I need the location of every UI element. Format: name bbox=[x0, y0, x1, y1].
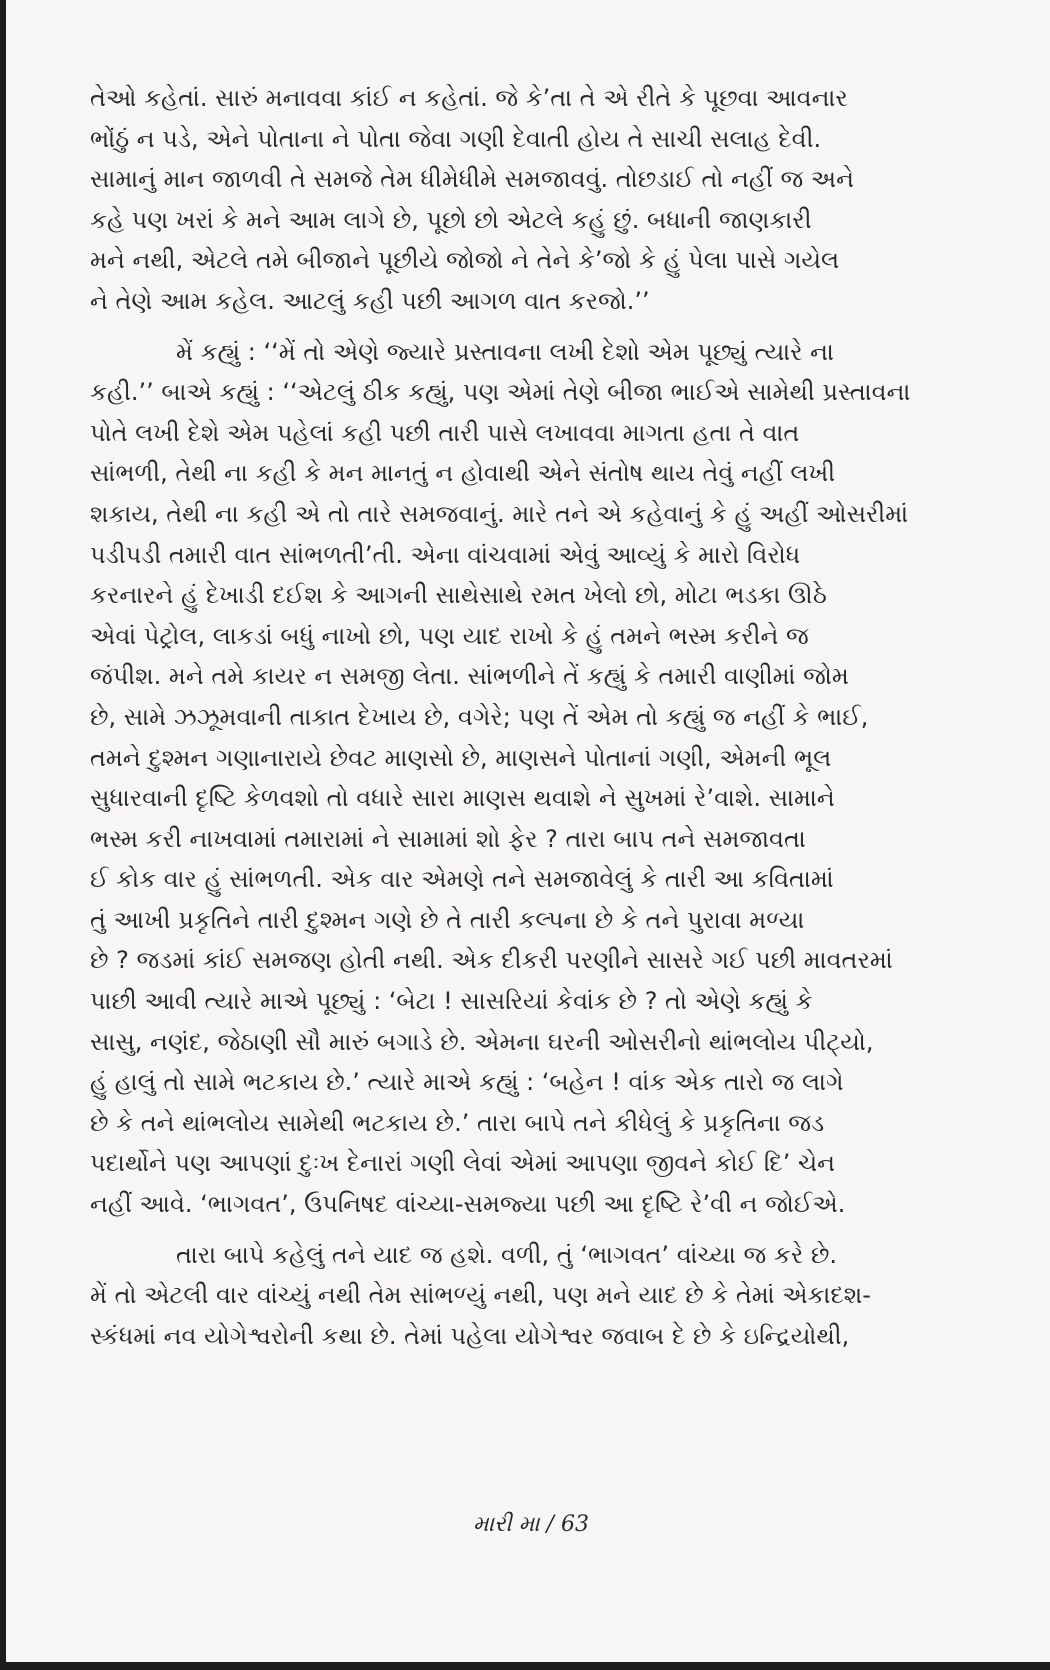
text-line: મને નથી, એટલે તમે બીજાને પૂછીયે જોજો ને તેને કે’જો કે હું પેલા પાસે ગયેલ bbox=[90, 246, 840, 275]
text-line: ને તેણે આમ કહેલ. આટલું કહી પછી આગળ વાત કરજો.’’ bbox=[90, 286, 650, 315]
text-line: કહી.’’ બાએ કહ્યું : ‘‘એટલું ઠીક કહ્યું, પણ એમાં તેણે બીજા ભાઈએ સામેથી પ્રસ્તાવના bbox=[90, 378, 911, 407]
text-line: નહીં આવે. ‘ભાગવત’, ઉપનિષદ વાંચ્યા-સમજ્યા પછી આ દૃષ્ટિ રે’વી ન જોઈએ. bbox=[90, 1190, 846, 1219]
text-line: હું હાલું તો સામે ભટકાય છે.’ ત્યારે માએ કહ્યું : ‘બહેન ! વાંક એક તારો જ લાગે bbox=[90, 1068, 844, 1097]
text-line: ઈ કોક વાર હું સાંભળતી. એક વાર એમણે તને સમજાવેલું કે તારી આ કવિતામાં bbox=[90, 865, 834, 894]
text-line: છે ? જડમાં કાંઈ સમજણ હોતી નથી. એક દીકરી પરણીને સાસરે ગઈ પછી માવતરમાં bbox=[90, 946, 893, 975]
body-text bbox=[90, 78, 926, 1356]
text-line: ભોંઠું ન પડે, એને પોતાના ને પોતા જેવા ગણી દેવાતી હોય તે સાચી સલાહ દેવી. bbox=[90, 124, 822, 153]
text-line: પદાર્થોને પણ આપણાં દુઃખ દેનારાં ગણી લેવાં એમાં આપણા જીવને કોઈ દિ’ ચેન bbox=[90, 1149, 836, 1178]
paragraph bbox=[90, 1235, 926, 1357]
text-line: તેઓ કહેતાં. સારું મનાવવા કાંઈ ન કહેતાં. જે કે’તા તે એ રીતે કે પૂછવા આવનાર bbox=[90, 84, 848, 112]
text-line: પડીપડી તમારી વાત સાંભળતી’તી. એના વાંચવામાં એવું આવ્યું કે મારો વિરોધ bbox=[90, 540, 801, 569]
text-line: તું આખી પ્રકૃતિને તારી દુશ્મન ગણે છે તે તારી કલ્પના છે કે તને પુરાવા મળ્યા bbox=[90, 905, 805, 934]
paragraph bbox=[90, 332, 926, 1225]
text-line: એવાં પેટ્રોલ, લાકડાં બધું નાખો છો, પણ યાદ રાખો કે હું તમને ભસ્મ કરીને જ bbox=[90, 621, 809, 650]
text-line: કરનારને હું દેખાડી દઈશ કે આગની સાથેસાથે રમત ખેલો છો, મોટા ભડકા ઊઠે bbox=[90, 581, 827, 610]
paragraph-gap bbox=[90, 322, 926, 332]
text-line: સાંભળી, તેથી ના કહી કે મન માનતું ન હોવાથી એને સંતોષ થાય તેવું નહીં લખી bbox=[90, 459, 836, 488]
text-line: સામાનું માન જાળવી તે સમજે તેમ ધીમેધીમે સમજાવવું. તોછડાઈ તો નહીં જ અને bbox=[90, 165, 854, 194]
text-line: શકાય, તેથી ના કહી એ તો તારે સમજવાનું. મારે તને એ કહેવાનું કે હું અહીં ઓસરીમાં bbox=[90, 499, 909, 528]
page-footer: મારી મા / 63 bbox=[473, 1512, 589, 1537]
text-line: પાછી આવી ત્યારે માએ પૂછ્યું : ‘બેટા ! સાસરિયાં કેવાંક છે ? તો એણે કહ્યું કે bbox=[90, 987, 813, 1016]
text-line: છે કે તને થાંભલોય સામેથી ભટકાય છે.’ તારા બાપે તને કીધેલું કે પ્રકૃતિના જડ bbox=[90, 1108, 825, 1137]
text-line: જંપીશ. મને તમે કાયર ન સમજી લેતા. સાંભળીને તેં કહ્યું કે તમારી વાણીમાં જોમ bbox=[90, 662, 849, 691]
text-line: સુધારવાની દૃષ્ટિ કેળવશો તો વધારે સારા માણસ થવાશે ને સુખમાં રે’વાશે. સામાને bbox=[90, 784, 835, 813]
paragraph-gap bbox=[90, 1225, 926, 1235]
text-line: કહે પણ ખરાં કે મને આમ લાગે છે, પૂછો છો એટલે કહું છું. બધાની જાણકારી bbox=[90, 205, 812, 234]
text-line: મેં તો એટલી વાર વાંચ્યું નથી તેમ સાંભળ્યું નથી, પણ મને યાદ છે કે તેમાં એકાદશ- bbox=[90, 1281, 871, 1310]
text-line: તારા બાપે કહેલું તને યાદ જ હશે. વળી, તું ‘ભાગવત’ વાંચ્યા જ કરે છે. bbox=[176, 1240, 838, 1269]
text-line: ભસ્મ કરી નાખવામાં તમારામાં ને સામામાં શો ફેર ? તારા બાપ તને સમજાવતા bbox=[90, 824, 806, 853]
text-line: સાસુ, નણંદ, જેઠાણી સૌ મારું બગાડે છે. એમના ઘરની ઓસરીનો થાંભલોય પીટ્યો, bbox=[90, 1027, 874, 1056]
text-line: છે, સામે ઝઝૂમવાની તાકાત દેખાય છે, વગેરે; પણ તેં એમ તો કહ્યું જ નહીં કે ભાઈ, bbox=[90, 702, 869, 731]
text-line: પોતે લખી દેશે એમ પહેલાં કહી પછી તારી પાસે લખાવવા માગતા હતા તે વાત bbox=[90, 418, 800, 447]
text-line: તમને દુશ્મન ગણાનારાયે છેવટ માણસો છે, માણસને પોતાનાં ગણી, એમની ભૂલ bbox=[90, 743, 832, 772]
text-line: સ્કંધમાં નવ યોગેશ્વરોની કથા છે. તેમાં પહેલા યોગેશ્વર જવાબ દે છે કે ઇન્દ્રિયોથી, bbox=[90, 1321, 850, 1350]
paragraph bbox=[90, 78, 926, 322]
text-line: મેં કહ્યું : ‘‘મેં તો એણે જ્યારે પ્રસ્તાવના લખી દેશો એમ પૂછ્યું ત્યારે ના bbox=[176, 337, 834, 366]
